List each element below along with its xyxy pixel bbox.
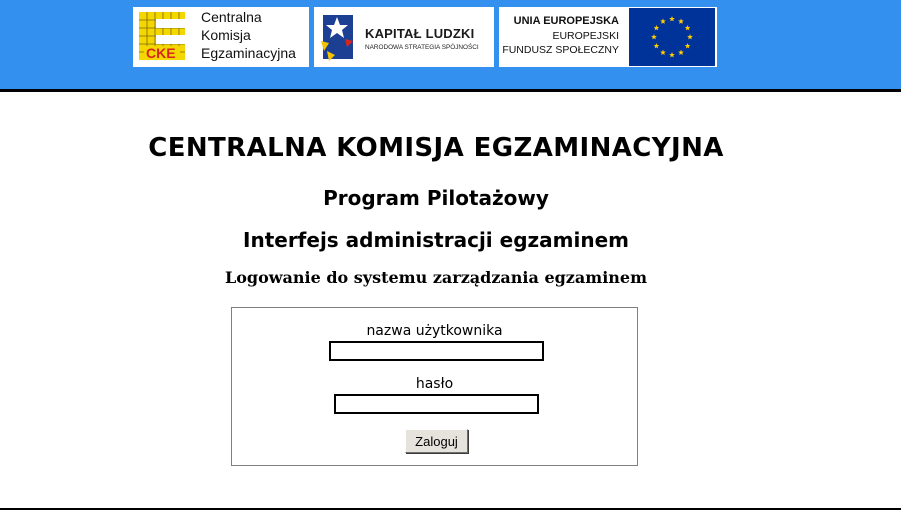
kapital-ludzki-star-icon: [317, 11, 357, 63]
eu-flag-icon: [629, 8, 715, 66]
login-button[interactable]: Zaloguj: [405, 429, 468, 453]
password-input[interactable]: [334, 394, 539, 414]
cke-logo-text: [201, 8, 296, 62]
eu-logo-line-1: UNIA EUROPEJSKA: [513, 15, 619, 27]
kapital-ludzki-subtitle: NARODOWA STRATEGIA SPÓJNOŚCI: [365, 44, 479, 51]
cke-logo-line-1: Centralna: [201, 9, 262, 25]
eu-logo-text: [499, 7, 627, 67]
login-heading: Logowanie do systemu zarządzania egzaminem: [224, 268, 648, 287]
eu-logo-line-3: FUNDUSZ SPOŁECZNY: [502, 44, 619, 56]
header-divider: [0, 89, 901, 92]
cke-logo-icon: [136, 10, 188, 64]
login-form: [231, 307, 638, 466]
page-title: CENTRALNA KOMISJA EGZAMINACYJNA: [148, 133, 724, 163]
username-label: nazwa użytkownika: [366, 323, 503, 339]
interface-heading: Interfejs administracji egzaminem: [243, 228, 629, 252]
kapital-ludzki-title: KAPITAŁ LUDZKI: [365, 26, 475, 41]
cke-logo: [133, 7, 309, 67]
program-heading: Program Pilotażowy: [323, 186, 549, 210]
username-input[interactable]: [329, 341, 544, 361]
eu-logo-line-2: EUROPEJSKI: [552, 30, 619, 42]
cke-logo-line-2: Komisja: [201, 27, 251, 43]
svg-text:CKE: CKE: [146, 45, 176, 61]
cke-logo-line-3: Egzaminacyjna: [201, 45, 296, 61]
eu-logo: [499, 7, 717, 67]
password-label: hasło: [415, 376, 454, 392]
header-banner: [0, 0, 901, 89]
kapital-ludzki-logo: [314, 7, 494, 67]
